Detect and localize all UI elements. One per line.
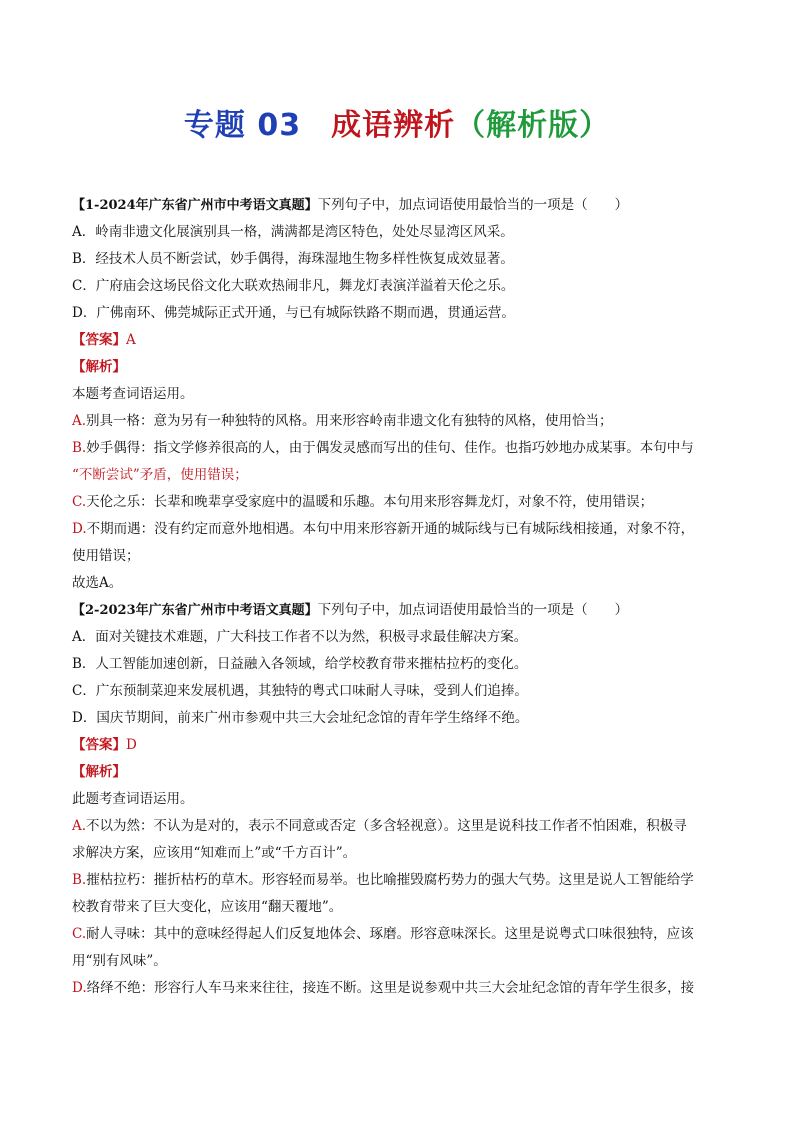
question-1-analysis-label: 【解析】: [72, 359, 126, 375]
question-1-conclusion: 故选A。: [72, 575, 123, 591]
option-tag: C.: [72, 494, 87, 510]
question-1-header: 【1-2024年广东省广州市中考语文真题】: [72, 198, 318, 213]
option-tag: B.: [72, 872, 87, 888]
option-tag: B.: [72, 440, 87, 456]
question-1-option-d: D．广佛南环、佛莞城际正式开通，与已有城际铁路不期而遇，贯通运营。: [72, 305, 515, 321]
analysis-text: 摧枯拉朽：摧折枯朽的草木。形容轻而易举。也比喻摧毁腐朽势力的强大气势。这里是说人工智能给学: [86, 872, 694, 888]
question-1-stem: [72, 192, 722, 219]
question-2-header: 【2-2023年广东省广州市中考语文真题】: [72, 603, 318, 618]
question-1-prompt: 下列句子中，加点词语使用最恰当的一项是（ ）: [317, 197, 629, 213]
question-2-analysis-b: [72, 867, 722, 894]
question-2-option-b: B．人工智能加速创新，日益融入各领域，给学校教育带来摧枯拉朽的变化。: [72, 656, 528, 672]
question-2-analysis-c-cont: 用“别有风味”。: [72, 953, 167, 969]
analysis-text: 别具一格：意为另有一种独特的风格。用来形容岭南非遗文化有独特的风格，使用恰当；: [86, 413, 613, 429]
question-1-option-a: A．岭南非遗文化展演别具一格，满满都是湾区特色，处处尽显湾区风采。: [72, 224, 514, 240]
question-2-analysis-d: [72, 975, 722, 1002]
question-1-answer: [72, 327, 722, 354]
title-subject: 成语辨析: [331, 108, 456, 143]
analysis-text: 妙手偶得：指文学修养很高的人，由于偶发灵感而写出的佳句、佳作。也指巧妙地办成某事。本句中与: [86, 440, 694, 456]
page-title: [0, 100, 794, 144]
analysis-text: 不期而遇：没有约定而意外地相遇。本句中用来形容新开通的城际线与已有城际线相接通，对象不符，: [86, 521, 695, 537]
analysis-text: 络绎不绝：形容行人车马来来往往，接连不断。这里是说参观中共三大会址纪念馆的青年学生很多，接: [86, 980, 695, 996]
answer-label: 【答案】: [72, 332, 126, 348]
title-edition: （解析版）: [455, 108, 611, 143]
question-1-analysis-b: [72, 435, 722, 462]
question-2-analysis-b-cont: 校教育带来了巨大变化，应该用“翻天覆地”。: [72, 899, 343, 915]
question-1-analysis-d: [72, 516, 722, 543]
analysis-text: 不以为然：不认为是对的，表示不同意或否定（多含轻视意）。这里是说科技工作者不怕困难，积极寻: [86, 818, 687, 834]
question-1-analysis-a: [72, 408, 722, 435]
option-tag: D.: [72, 980, 87, 996]
question-2-analysis-label: 【解析】: [72, 764, 126, 780]
question-2-option-a: A．面对关键技术难题，广大科技工作者不以为然，积极寻求最佳解决方案。: [72, 629, 528, 645]
answer-label: 【答案】: [72, 737, 126, 753]
question-1-analysis-c: [72, 489, 722, 516]
question-1-analysis-d-cont: 使用错误；: [72, 548, 140, 564]
document-body: [72, 192, 722, 1002]
title-topic: 专题 03: [183, 108, 302, 143]
option-tag: D.: [72, 521, 87, 537]
option-tag: A.: [72, 413, 87, 429]
question-2-stem: [72, 597, 722, 624]
answer-value: A: [126, 332, 136, 348]
question-2-analysis-a-cont: 求解决方案，应该用“知难而上”或“千方百计”。: [72, 845, 357, 861]
question-2-option-d: D．国庆节期间，前来广州市参观中共三大会址纪念馆的青年学生络绎不绝。: [72, 710, 529, 726]
question-2-option-c: C．广东预制菜迎来发展机遇，其独特的粤式口味耐人寻味，受到人们追捧。: [72, 683, 528, 699]
question-2-analysis-c: [72, 921, 722, 948]
question-2-analysis-intro: 此题考查词语运用。: [72, 791, 194, 807]
analysis-text: 天伦之乐：长辈和晚辈享受家庭中的温暖和乐趣。本句用来形容舞龙灯，对象不符，使用错误；: [86, 494, 654, 510]
question-1-option-b: B．经技术人员不断尝试，妙手偶得，海珠湿地生物多样性恢复成效显著。: [72, 251, 514, 267]
answer-value: D: [126, 737, 137, 753]
option-tag: A.: [72, 818, 87, 834]
question-2-answer: [72, 732, 722, 759]
question-1-analysis-b-cont: “不断尝试”矛盾，使用错误；: [72, 467, 248, 483]
analysis-text: 耐人寻味：其中的意味经得起人们反复地体会、琢磨。形容意味深长。这里是说粤式口味很独特，应该: [86, 926, 694, 942]
question-1-analysis-intro: 本题考查词语运用。: [72, 386, 194, 402]
question-1-option-c: C．广府庙会这场民俗文化大联欢热闹非凡，舞龙灯表演洋溢着天伦之乐。: [72, 278, 515, 294]
question-2-prompt: 下列句子中，加点词语使用最恰当的一项是（ ）: [317, 602, 629, 618]
question-2-analysis-a: [72, 813, 722, 840]
option-tag: C.: [72, 926, 87, 942]
